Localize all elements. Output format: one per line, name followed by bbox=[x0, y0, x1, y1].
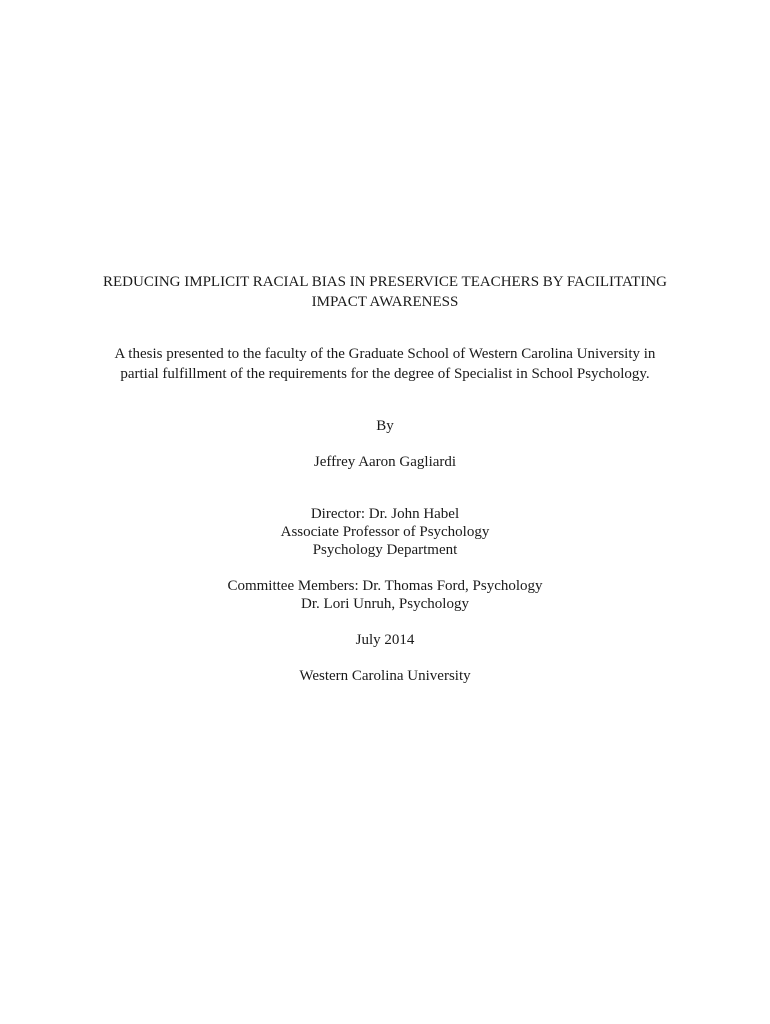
committee-line-1: Committee Members: Dr. Thomas Ford, Psychology bbox=[227, 578, 543, 594]
director-name: Director: Dr. John Habel bbox=[310, 506, 460, 522]
author-name: Jeffrey Aaron Gagliardi bbox=[313, 454, 457, 470]
thesis-date: July 2014 bbox=[355, 632, 415, 648]
director-department: Psychology Department bbox=[312, 542, 458, 558]
thesis-statement-line-1: A thesis presented to the faculty of the Graduate School of Western Carolina University in bbox=[114, 346, 656, 362]
thesis-title-line-1: REDUCING IMPLICIT RACIAL BIAS IN PRESERVICE TEACHERS BY FACILITATING bbox=[102, 274, 667, 290]
director-title: Associate Professor of Psychology bbox=[280, 524, 490, 540]
committee-line-2: Dr. Lori Unruh, Psychology bbox=[301, 596, 469, 612]
thesis-statement-line-2: partial fulfillment of the requirements for the degree of Specialist in School Psychology. bbox=[120, 366, 650, 382]
by-label: By bbox=[376, 418, 394, 434]
institution-name: Western Carolina University bbox=[299, 668, 471, 684]
thesis-title-line-2: IMPACT AWARENESS bbox=[311, 294, 459, 310]
